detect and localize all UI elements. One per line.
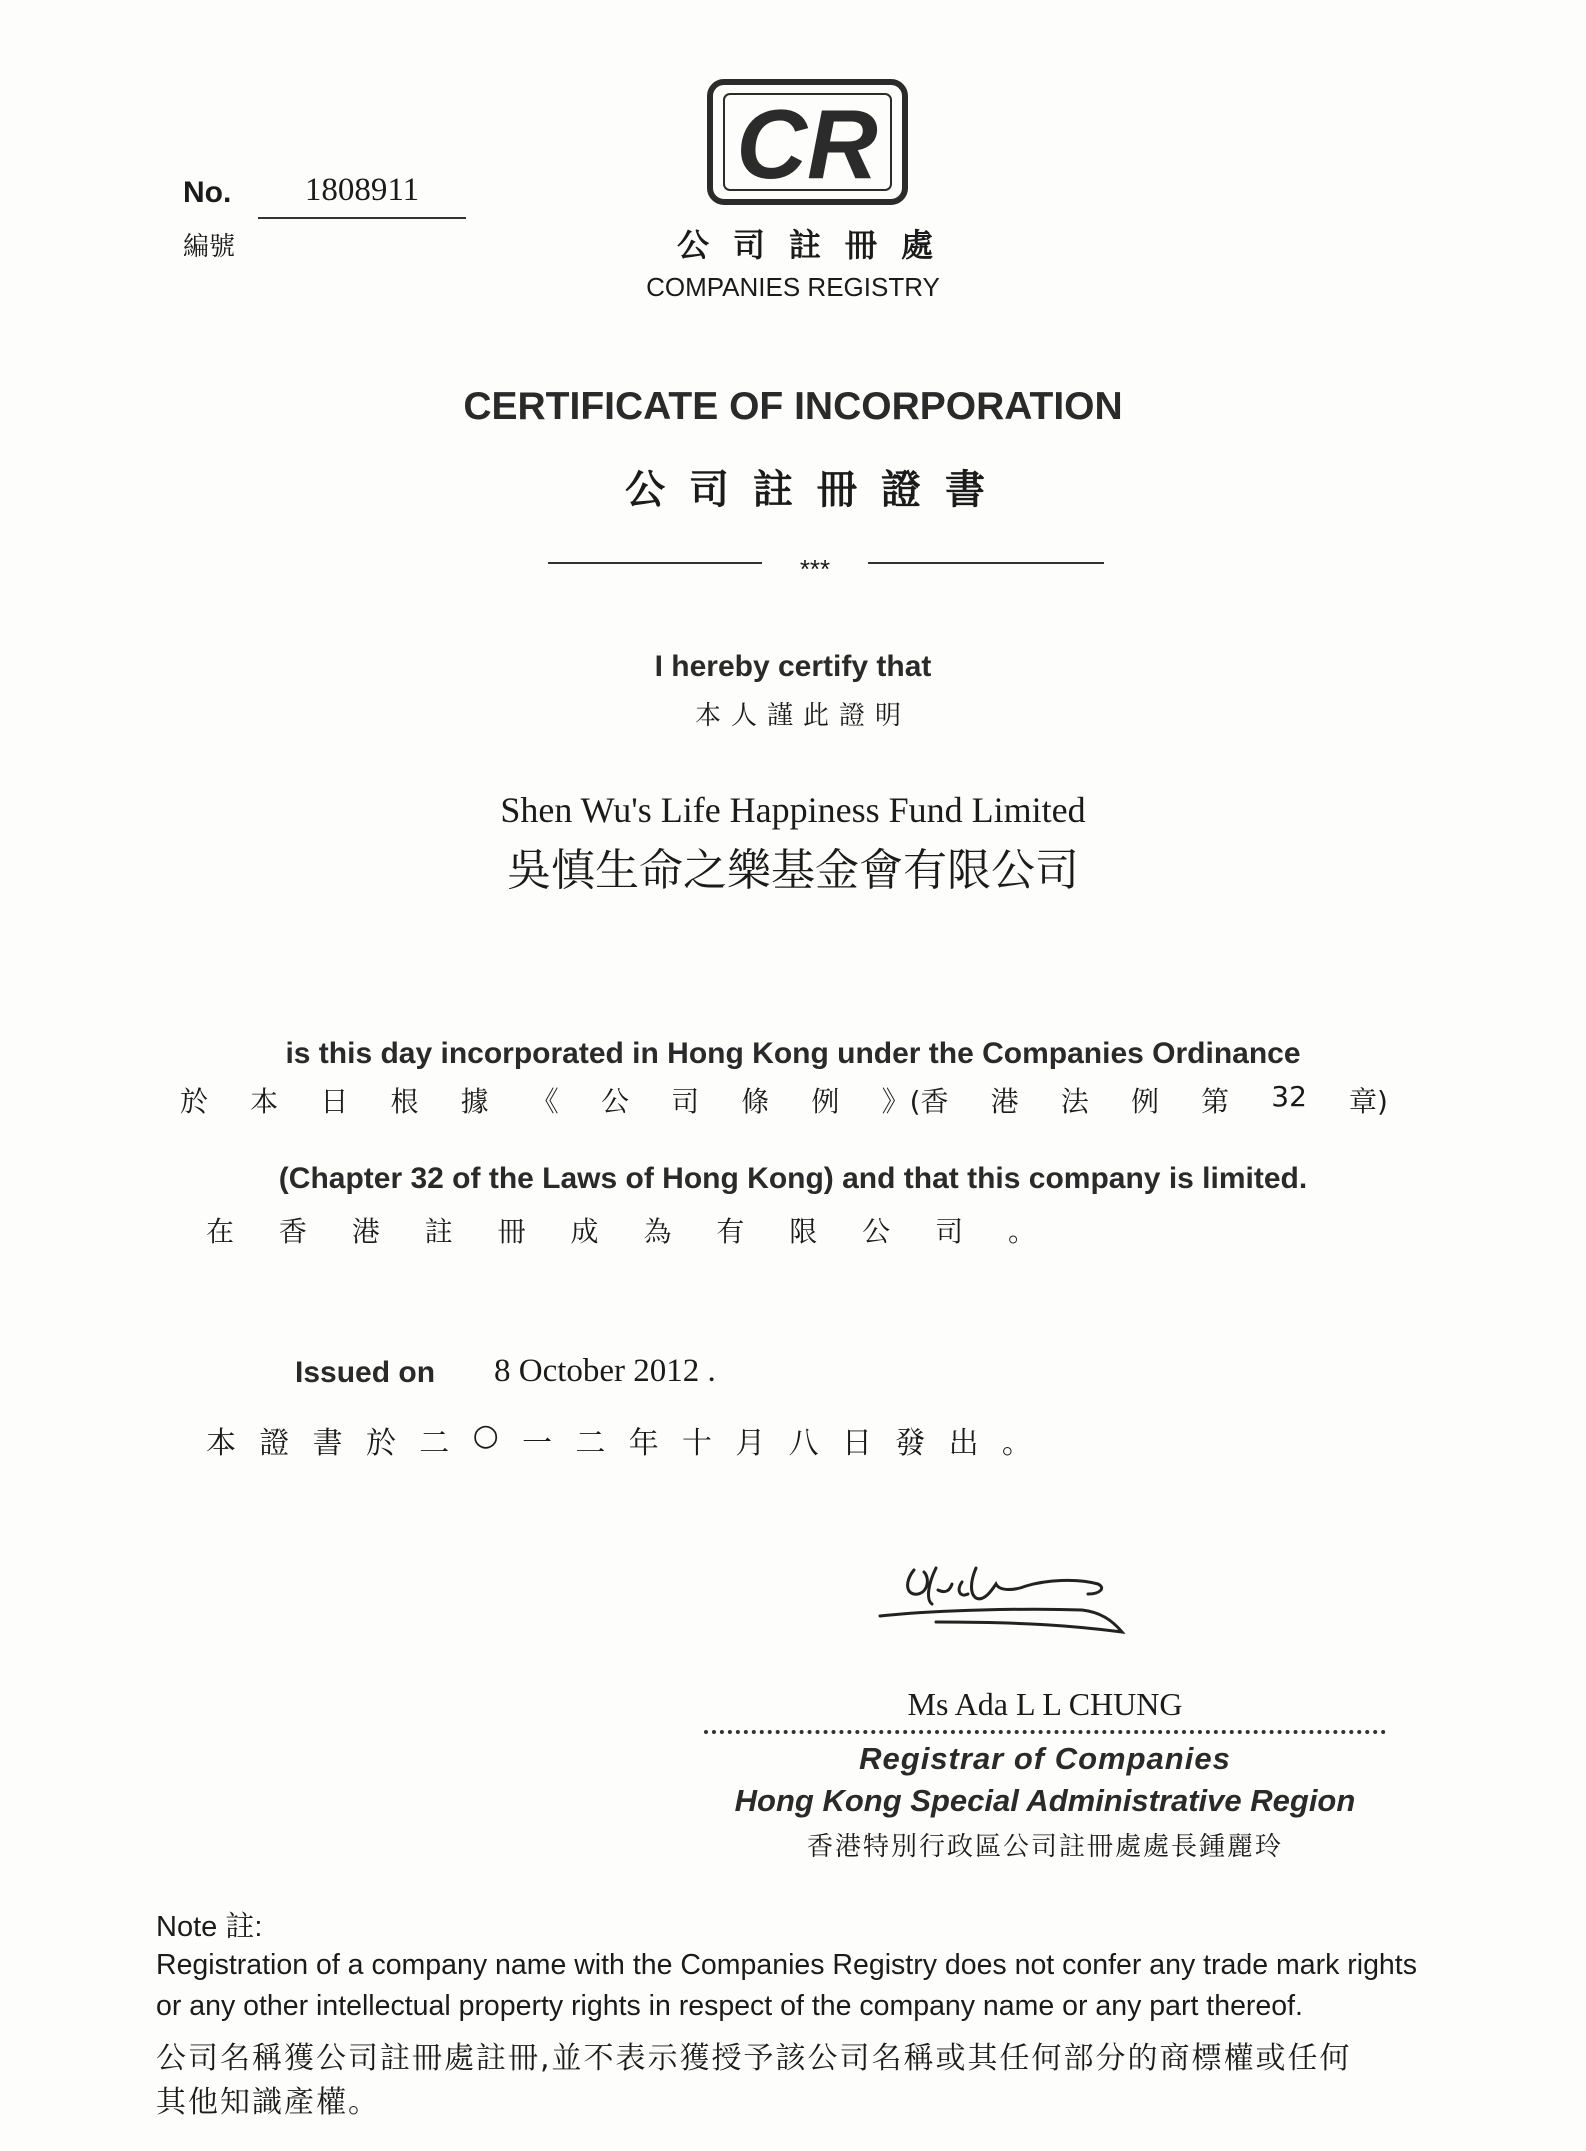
limited-statement: (Chapter 32 of the Laws of Hong Kong) and that this company is limited. <box>278 1162 1308 1195</box>
title-separator: *** <box>799 554 831 584</box>
certificate-number: 1808911 <box>304 172 420 208</box>
zh-char: 日 <box>841 1426 872 1461</box>
zh-char: 司 <box>935 1215 964 1248</box>
zh-char: 。 <box>1007 1215 1036 1248</box>
zh-char: 司 <box>671 1085 700 1118</box>
incorporation-statement: is this day incorporated in Hong Kong under the Companies Ordinance <box>285 1037 1301 1070</box>
registry-name-zh: 公司註冊處 <box>676 226 957 264</box>
zh-char: 於 <box>180 1085 209 1118</box>
zh-char: 一 <box>522 1426 553 1461</box>
number-label-zh: 編號 <box>183 232 236 262</box>
companies-registry-logo <box>706 78 909 206</box>
zh-char: 冊 <box>497 1215 526 1248</box>
zh-char: 《 <box>530 1085 559 1118</box>
zh-char: ○ <box>472 1418 499 1453</box>
zh-char: 》(香 <box>881 1085 949 1118</box>
zh-char: 有 <box>716 1215 745 1248</box>
note-line-2: or any other intellectual property rights in respect of the company name or any part thereof. <box>156 1990 1303 2022</box>
issued-statement-zh <box>206 1418 1032 1462</box>
zh-char: 二 <box>419 1426 450 1461</box>
zh-char: 在 <box>206 1215 235 1248</box>
zh-char: 本 <box>250 1085 279 1118</box>
registry-name-en: COMPANIES REGISTRY <box>646 272 940 302</box>
zh-char: 日 <box>320 1085 349 1118</box>
zh-char: 發 <box>895 1426 926 1461</box>
zh-char: 港 <box>351 1215 380 1248</box>
signature-dotted-line <box>704 1730 1386 1734</box>
note-zh-line-1: 公司名稱獲公司註冊處註冊,並不表示獲授予該公司名稱或其任何部分的商標權或任何 <box>156 2041 1352 2076</box>
note-heading: Note 註: <box>156 1911 263 1943</box>
zh-char: 證 <box>259 1426 290 1461</box>
registrar-title: Registrar of Companies <box>859 1741 1231 1776</box>
certificate-title: CERTIFICATE OF INCORPORATION <box>463 385 1123 428</box>
certificate-title-zh: 公司註冊證書 <box>625 467 1009 513</box>
zh-char: 註 <box>424 1215 453 1248</box>
number-underline <box>258 217 466 219</box>
zh-char: 成 <box>570 1215 599 1248</box>
zh-char: 出 <box>948 1426 979 1461</box>
incorporation-statement-zh <box>180 1080 1388 1120</box>
zh-char: 32 <box>1271 1080 1307 1113</box>
zh-char: 例 <box>1130 1085 1159 1118</box>
registrar-region: Hong Kong Special Administrative Region <box>734 1783 1356 1818</box>
zh-char: 書 <box>312 1426 343 1461</box>
zh-char: 第 <box>1201 1085 1230 1118</box>
limited-statement-zh <box>206 1210 1036 1250</box>
zh-char: 公 <box>600 1085 629 1118</box>
certify-statement: I hereby certify that <box>654 650 932 683</box>
company-name: Shen Wu's Life Happiness Fund Limited <box>500 790 1086 830</box>
zh-char: 據 <box>460 1085 489 1118</box>
zh-char: 八 <box>788 1426 819 1461</box>
logo-text: CR <box>736 89 878 199</box>
certify-statement-zh: 本人謹此證明 <box>694 701 911 731</box>
registrar-title-zh: 香港特別行政區公司註冊處處長鍾麗玲 <box>806 1832 1283 1862</box>
title-rule-left <box>548 562 762 564</box>
issued-date: 8 October 2012 . <box>494 1353 716 1389</box>
number-label: No. <box>183 176 232 209</box>
zh-char: 根 <box>390 1085 419 1118</box>
zh-char: 二 <box>575 1426 606 1461</box>
zh-char: 於 <box>365 1426 396 1461</box>
zh-char: 限 <box>789 1215 818 1248</box>
zh-char: 條 <box>741 1085 770 1118</box>
zh-char: 例 <box>811 1085 840 1118</box>
zh-char: 。 <box>1001 1426 1032 1461</box>
note-zh-line-2: 其他知識產權。 <box>156 2085 380 2120</box>
zh-char: 章) <box>1349 1085 1388 1118</box>
registrar-name: Ms Ada L L CHUNG <box>907 1686 1183 1722</box>
title-rule-right <box>868 562 1104 564</box>
zh-char: 為 <box>643 1215 672 1248</box>
zh-char: 年 <box>628 1426 659 1461</box>
issued-label: Issued on <box>295 1356 436 1389</box>
zh-char: 公 <box>862 1215 891 1248</box>
company-name-zh: 吳慎生命之樂基金會有限公司 <box>507 845 1079 896</box>
zh-char: 本 <box>206 1426 236 1461</box>
zh-char: 十 <box>682 1426 712 1461</box>
zh-char: 法 <box>1060 1085 1089 1118</box>
note-line-1: Registration of a company name with the Companies Registry does not confer any trade mark rights <box>156 1949 1417 1981</box>
zh-char: 香 <box>278 1215 307 1248</box>
zh-char: 港 <box>990 1085 1019 1118</box>
zh-char: 月 <box>735 1426 766 1461</box>
registrar-signature <box>876 1560 1146 1640</box>
